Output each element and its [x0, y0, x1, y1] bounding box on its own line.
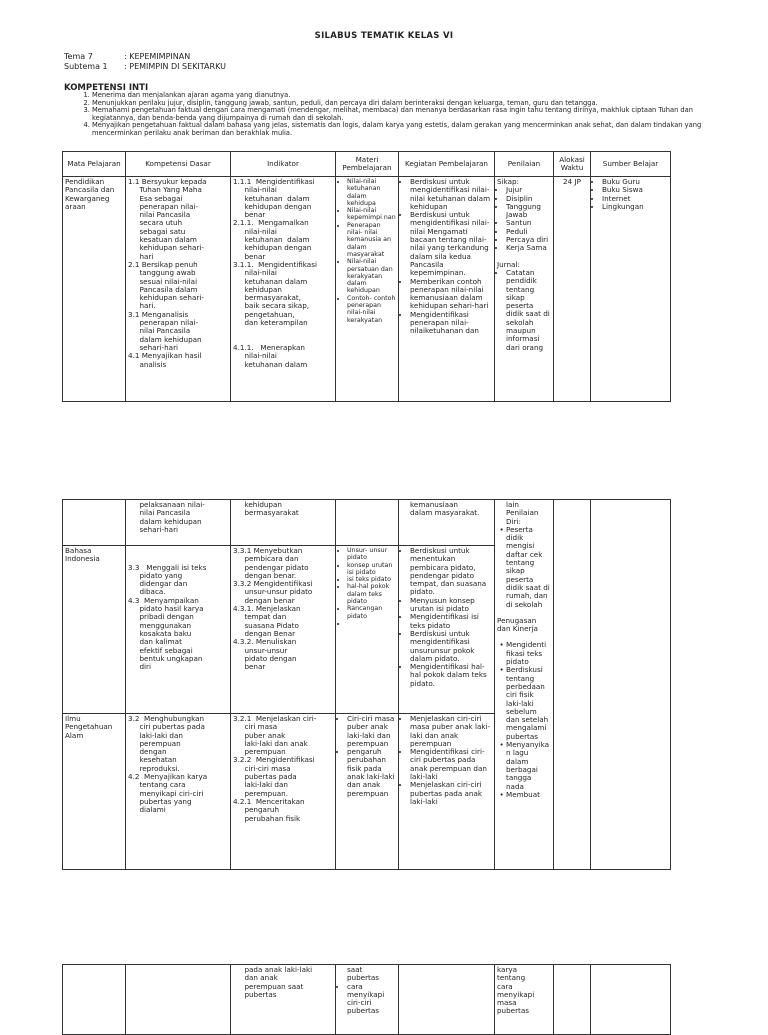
cell-materi-cont2	[336, 965, 399, 1035]
silabus-table-part2	[62, 499, 671, 870]
penugasan-head: Penugasan dan Kinerja	[497, 615, 538, 634]
header-penilaian: Penilaian	[495, 152, 554, 177]
materi-list	[338, 547, 396, 627]
mapel-text: Bahasa Indonesia	[65, 546, 100, 564]
alokasi-text: 24 JP	[563, 177, 581, 186]
cell-mapel-cont	[63, 500, 126, 546]
kegiatan-item: • Mengidentifikasi ciri-ciri pubertas pada anak perempuan dan laki-laki	[410, 748, 492, 781]
penugasan-item: • Berdiskusi tentang perbedaan ciri fisik laki-laki sebelum dan setelah mengalami pubertas	[506, 666, 551, 741]
materi-list	[338, 715, 396, 798]
kegiatan-item: • Menyusun konsep urutan isi pidato	[410, 597, 492, 614]
cell-penilaian-cont2	[495, 965, 554, 1035]
header-indikator: Indikator	[231, 152, 336, 177]
ki-item: 1. Menerima dan menjalankan ajaran agama yang dianutnya.	[92, 92, 702, 100]
silabus-table-part1	[62, 151, 671, 402]
header-mapel: Mata Pelajaran	[63, 152, 126, 177]
kegiatan-item: • Mengidentifikasi hal-hal pokok dalam teks pidato.	[410, 663, 492, 688]
materi-item: • isi teks pidato	[347, 576, 396, 583]
kegiatan-item: • Mengidentifikasi penerapan nilai-nilaiketuhanan dan	[410, 311, 492, 336]
cell-mapel-cont2	[63, 965, 126, 1035]
jurnal-head: Jurnal:	[497, 259, 520, 269]
kegiatan-item: • Berdiskusi untuk menentukan pembicara pidato, pendengar pidato tempat, dan suasana pidato.	[410, 547, 492, 597]
penilaian-item: • Peserta didik mengisi daftar cek tentang sikap peserta didik saat di rumah, dan di sekolah	[506, 526, 551, 609]
header-kegiatan: Kegiatan Pembelajaran	[399, 152, 495, 177]
penilaian-item: • Percaya diri	[506, 236, 551, 244]
kd-text: 1.1 Bersyukur kepada Tuhan Yang Maha Esa sebagai penerapan nilai- nilai Pancasila secara utuh sebagai satu kesatuan dalam kehidupan sehari- hari 2.1 Bersikap penuh tanggung awab sesuai nilai-nilai Pancasila dalam kehidupan sehari- hari. 3.1 Menganalisis penerapan nilai- nilai Pancasila dalam kehidupan sehari-hari 4.1 Menyajikan hasil analisis	[128, 177, 207, 369]
cell-kd	[126, 177, 231, 402]
sumber-item: • Internet	[602, 195, 668, 203]
indikator-cont-text: pada anak laki-laki dan anak perempuan saat pubertas	[244, 965, 313, 999]
materi-item: • hal-hal pokok dalam teks pidato	[347, 583, 396, 605]
materi-item: • Ciri-ciri masa puber anak laki-laki dan perempuan	[347, 715, 396, 748]
kegiatan-item: • Berdiskusi untuk mengidentifikasi nilai-nilai ketuhanan dalam kehidupan	[410, 178, 492, 211]
sumber-item: • Buku Siswa	[602, 186, 668, 194]
cell-kegiatan-cont2	[399, 965, 495, 1035]
kegiatan-item: • Berdiskusi untuk mengidentifikasi unsurunsur pokok dalam pidato.	[410, 630, 492, 663]
penilaian-item: • Kerja Sama	[506, 244, 551, 252]
cell-sumber	[591, 177, 671, 402]
kegiatan-list	[401, 547, 492, 688]
silabus-table-part3	[62, 964, 671, 1035]
penilaian-item: • Peduli	[506, 228, 551, 236]
kegiatan-item: • Mengidentifikasi isi teks pidato	[410, 613, 492, 630]
materi-item: • Contoh- contoh penerapan nilai-nilai kerakyatan	[347, 295, 396, 324]
ki-heading: KOMPETENSI INTI	[64, 83, 149, 93]
penilaian-item: • Santun	[506, 219, 551, 227]
header-alokasi: Alokasi Waktu	[554, 152, 591, 177]
materi-cont-text: saat pubertas	[347, 965, 380, 983]
materi-item: • Penerapan nilai- nilai kemanusia an dalam masyarakat	[347, 222, 396, 258]
tema-value: : KEPEMIMPINAN	[124, 52, 191, 61]
materi-item	[347, 620, 396, 627]
cell-mapel	[63, 177, 126, 402]
penilaian-cont-text: karya tentang cara menyikapi masa pubertas	[497, 965, 535, 1016]
materi-item: • pengaruh perubahan fisik pada anak laki-laki dan anak perempuan	[347, 748, 396, 798]
cell-indikator-bi	[231, 546, 336, 714]
ki-item: 4. Menyajikan pengetahuan faktual dalam bahasa yang jelas, sistematis dan logis, dalam karya yang estetis, dalam gerakan yang mencerminkan anak sehat, dan dalam tindakan yang mencerminkan perilaku anak beriman dan berakhlak mulia.	[92, 122, 702, 137]
cell-penilaian-cont	[495, 500, 554, 870]
kegiatan-item: • Menjelaskan ciri-ciri pubertas pada anak laki-laki	[410, 781, 492, 806]
tema-label: Tema 7	[64, 52, 93, 61]
cell-indikator-cont2	[231, 965, 336, 1035]
subtema-label: Subtema 1	[64, 61, 108, 71]
materi-item: • konsep urutan isi pidato	[347, 562, 396, 577]
penilaian-list	[497, 186, 551, 252]
indikator-text: 1.1.1 Mengidentifikasi nilai-nilai ketuhanan dalam kehidupan dengan benar 2.1.1. Mengamalkan nilai-nilai ketuhanan dalam kehidupan dengan benar 3.1.1. Mengidentifikasi nilai-nilai ketuhanan dalam kehidupan bermasyarakat, baik secara sikap, pengetahuan, dan keterampilan 4.1.1. Menerapkan nilai-nilai ketuhanan dalam	[233, 177, 317, 369]
materi-item: • Nilai-nilai kepemimpi nan	[347, 207, 396, 222]
kegiatan-cont-text: kemanusiaan dalam masyarakat.	[410, 500, 480, 518]
indikator-cont-text: kehidupan bermasyarakat	[244, 500, 299, 518]
cell-mapel-bi	[63, 546, 126, 714]
kd-text: 3.2 Menghubungkan ciri pubertas pada laki-laki dan perempuan dengan kesehatan reproduksi. 4.2 Menyajikan karya tentang cara menyikapi ciri-ciri pubertas yang dialami	[128, 714, 208, 815]
mapel-text: Pendidikan Pancasila dan Kewarganeg araan	[65, 177, 115, 211]
indikator-text: 3.2.1 Menjelaskan ciri- ciri masa puber anak laki-laki dan anak perempuan 3.2.2 Mengidentifikasi ciri-ciri masa pubertas pada laki-laki dan perempuan. 4.2.1 Menceritakan pengaruh perubahan fisik	[233, 714, 317, 823]
cell-materi-cont	[336, 500, 399, 546]
cell-kegiatan	[399, 177, 495, 402]
materi-list	[338, 983, 396, 1016]
cell-indikator-ipa	[231, 714, 336, 870]
cell-materi-ipa	[336, 714, 399, 870]
materi-item: • Rancangan pidato	[347, 605, 396, 620]
indikator-text: 3.3.1 Menyebutkan pembicara dan pendengar pidato dengan benar. 3.3.2 Mengidentifikasi unsur-unsur pidato dengan benar 4.3.1. Menjelaskan tempat dan suasana Pidato dengan Benar 4.3.2. Menuliskan unsur-unsur pidato dengan benar	[233, 546, 313, 672]
cell-kd-bi	[126, 546, 231, 714]
header-materi: Materi Pembelajaran	[336, 152, 399, 177]
cell-kegiatan-cont	[399, 500, 495, 546]
cell-penilaian	[495, 177, 554, 402]
ki-list	[64, 92, 702, 138]
penilaian-cont-text: lain Penilaian Diri:	[506, 500, 539, 526]
kegiatan-list	[401, 178, 492, 336]
penugasan-item: • Mengidenti fikasi teks pidato	[506, 641, 551, 666]
kd-text: 3.3 Menggali isi teks pidato yang didengar dan dibaca. 4.3 Menyampaikan pidato hasil karya pribadi dengan menggunakan kosakata baku dan kalimat efektif sebagai bentuk ungkapan diri	[128, 562, 207, 672]
cell-sumber-cont	[591, 500, 671, 870]
cell-mapel-ipa	[63, 714, 126, 870]
cell-kd-cont2	[126, 965, 231, 1035]
kegiatan-item: • Berdiskusi untuk mengidentifikasi nilai-nilai Mengamati bacaan tentang nilai-nilai yang terkandung dalam sila kedua Pancasila kepemimpinan.	[410, 211, 492, 277]
penilaian-item: • Tanggung Jawab	[506, 203, 551, 220]
penugasan-list	[497, 641, 551, 799]
kegiatan-item: • Memberikan contoh penerapan nilai-nilai kemanusiaan dalam kehidupan sehari-hari	[410, 278, 492, 311]
kd-cont-text: pelaksanaan nilai- nilai Pancasila dalam kehidupan sehari-hari	[139, 500, 205, 534]
materi-item: • Nilai-nilai ketuhanan dalam kehidupa	[347, 178, 396, 207]
materi-list	[338, 178, 396, 324]
kegiatan-item: • Menjelaskan ciri-ciri masa puber anak laki-laki dan anak perempuan	[410, 715, 492, 748]
cell-alokasi-cont	[554, 500, 591, 870]
penilaian-item: • Jujur	[506, 186, 551, 194]
cell-alokasi	[554, 177, 591, 402]
cell-kegiatan-ipa	[399, 714, 495, 870]
cell-kd-ipa	[126, 714, 231, 870]
sumber-list	[593, 178, 668, 211]
cell-indikator	[231, 177, 336, 402]
mapel-text: Ilmu Pengetahuan Alam	[65, 714, 113, 740]
header-kd: Kompetensi Dasar	[126, 152, 231, 177]
kegiatan-list	[401, 715, 492, 806]
sumber-item: • Lingkungan	[602, 203, 668, 211]
materi-item: • cara menyikapi ciri-ciri pubertas	[347, 983, 396, 1016]
cell-indikator-cont	[231, 500, 336, 546]
jurnal-item: • Catatan pendidik tentang sikap peserta didik saat di sekolah maupun informasi dari orang	[506, 269, 551, 352]
materi-item: • Nilai-nilai persatuan dan kerakyatan dalam kehidupan	[347, 258, 396, 294]
cell-materi-bi	[336, 546, 399, 714]
cell-kegiatan-bi	[399, 546, 495, 714]
penilaian-item: • Disiplin	[506, 195, 551, 203]
jurnal-list	[497, 269, 551, 352]
cell-materi	[336, 177, 399, 402]
cell-kd-cont	[126, 500, 231, 546]
cell-sumber-cont2	[591, 965, 671, 1035]
penugasan-item: • Membuat	[506, 791, 551, 799]
header-sumber: Sumber Belajar	[591, 152, 671, 177]
penugasan-item: • Menyanyika n lagu dalam berbagai tangga nada	[506, 741, 551, 791]
ki-item: 2. Menunjukkan perilaku jujur, disiplin, tanggung jawab, santun, peduli, dan percaya diri dalam berinteraksi dengan keluarga, teman, guru dan tetangga.	[92, 100, 702, 108]
sumber-item: • Buku Guru	[602, 178, 668, 186]
penilaian-head: Sikap:	[497, 177, 519, 186]
penilaian-diri-list	[497, 526, 551, 609]
document-meta	[64, 52, 226, 71]
subtema-value: : PEMIMPIN DI SEKITARKU	[124, 61, 226, 71]
cell-alokasi-cont2	[554, 965, 591, 1035]
materi-item: • Unsur- unsur pidato	[347, 547, 396, 562]
document-title: SILABUS TEMATIK KELAS VI	[314, 31, 454, 41]
ki-item: 3. Memahami pengetahuan faktual dengan cara mengamati (mendengar, melihat, membaca) dan menanya berdasarkan rasa ingin tahu tentang dirinya, makhluk ciptaan Tuhan dan kegiatannya, dan benda-benda yang dijumpainya di rumah dan di sekolah.	[92, 107, 702, 122]
